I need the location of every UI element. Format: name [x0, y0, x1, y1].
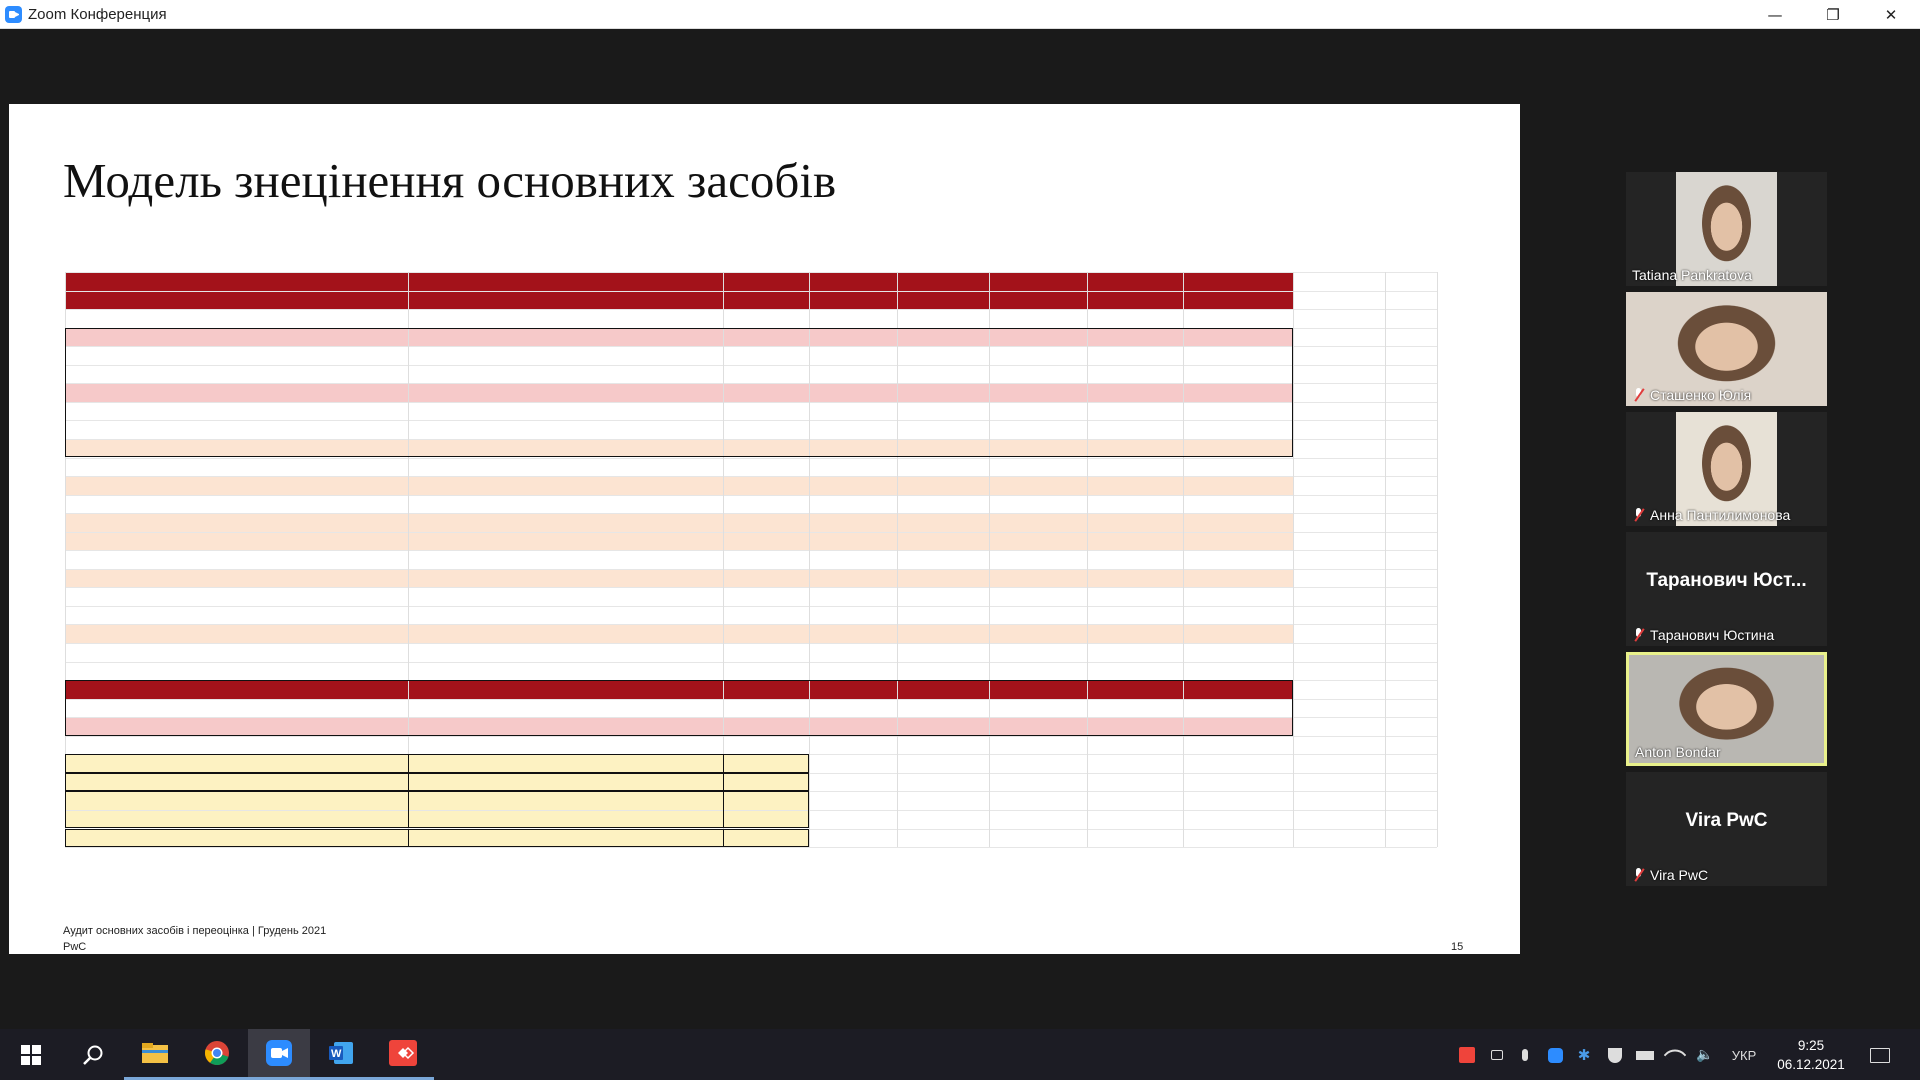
terminal-value-label — [1385, 717, 1437, 735]
restore-button[interactable]: ❐ — [1826, 5, 1840, 24]
zoom-taskbar-button[interactable] — [248, 1029, 310, 1080]
participant-name-label — [1632, 627, 1774, 643]
row-value — [897, 532, 989, 550]
row-value — [989, 513, 1087, 531]
file-explorer-icon — [141, 1042, 169, 1064]
file-explorer-button[interactable] — [124, 1029, 186, 1080]
muted-microphone-icon — [1632, 508, 1645, 522]
row-value — [1087, 346, 1183, 364]
row-label-ua — [65, 513, 408, 531]
row-label-en — [408, 383, 723, 401]
table-header-cell — [809, 272, 897, 290]
volume-tray-icon[interactable]: 🔈 — [1696, 1047, 1714, 1063]
window-title: Zoom Конференция — [28, 5, 167, 23]
row-value — [897, 383, 989, 401]
anydesk-button[interactable] — [372, 1029, 434, 1080]
shared-slide — [9, 104, 1520, 954]
row-value — [809, 365, 897, 383]
row-value — [989, 680, 1087, 698]
row-value — [1183, 680, 1293, 698]
battery-tray-icon[interactable] — [1634, 1044, 1656, 1066]
row-value — [989, 569, 1087, 587]
summary-value — [723, 754, 809, 772]
row-value — [897, 699, 989, 717]
participant-name: Anton Bondar — [1635, 744, 1721, 760]
row-label-en — [408, 624, 723, 642]
participant-display-name: Таранович Юст... — [1646, 570, 1807, 591]
participant-name-label — [1632, 867, 1708, 883]
table-header-cell — [408, 291, 723, 309]
word-icon — [328, 1040, 354, 1066]
row-value — [723, 680, 809, 698]
grid-line — [65, 662, 1437, 663]
impairment-model-table — [65, 272, 1437, 872]
row-value — [809, 699, 897, 717]
row-label-ua — [65, 346, 408, 364]
table-header-cell — [989, 272, 1087, 290]
zoom-logo-icon — [5, 6, 22, 23]
row-label-en — [408, 587, 723, 605]
participant-tile[interactable] — [1626, 412, 1827, 526]
camera-tray-icon[interactable] — [1486, 1044, 1508, 1066]
grid-line — [1385, 272, 1386, 847]
taskbar-clock[interactable] — [1765, 1036, 1857, 1074]
row-value — [809, 532, 897, 550]
row-value — [809, 328, 897, 346]
muted-microphone-icon — [1632, 388, 1645, 402]
participant-name-label — [1632, 267, 1752, 283]
summary-value — [723, 773, 809, 791]
row-value — [1183, 383, 1293, 401]
row-value — [723, 402, 809, 420]
participants-gallery — [1626, 172, 1829, 912]
summary-label-en — [408, 754, 723, 772]
row-value — [1183, 346, 1293, 364]
row-value — [897, 439, 989, 457]
notifications-button[interactable] — [1868, 1044, 1892, 1066]
row-value — [723, 420, 809, 438]
row-value — [723, 699, 809, 717]
grid-line — [65, 736, 1437, 737]
chrome-icon — [204, 1040, 230, 1066]
table-header-cell — [809, 291, 897, 309]
summary-label-en — [408, 773, 723, 791]
row-label-ua — [65, 476, 408, 494]
summary-label-en — [408, 801, 723, 819]
row-value — [989, 587, 1087, 605]
row-value — [989, 643, 1087, 661]
row-value — [1087, 717, 1183, 735]
row-value — [1183, 328, 1293, 346]
row-value — [809, 476, 897, 494]
table-header-cell — [1087, 291, 1183, 309]
participant-tile[interactable] — [1626, 172, 1827, 286]
row-value — [1087, 476, 1183, 494]
chrome-button[interactable] — [186, 1029, 248, 1080]
summary-value — [723, 801, 809, 819]
search-icon — [82, 1044, 104, 1066]
row-value — [723, 365, 809, 383]
minimize-button[interactable]: — — [1767, 5, 1783, 24]
row-value — [989, 532, 1087, 550]
row-value — [1087, 569, 1183, 587]
row-value — [1183, 717, 1293, 735]
row-label-en — [408, 439, 723, 457]
row-value — [989, 383, 1087, 401]
grid-line — [65, 309, 1437, 310]
row-label-ua — [65, 365, 408, 383]
row-value — [897, 569, 989, 587]
row-value — [1183, 532, 1293, 550]
row-value — [897, 328, 989, 346]
row-label-ua — [65, 587, 408, 605]
start-icon — [21, 1045, 41, 1065]
row-value — [809, 383, 897, 401]
row-label-en — [408, 402, 723, 420]
wifi-tray-icon[interactable] — [1664, 1044, 1686, 1066]
participant-name: Vira PwC — [1650, 867, 1709, 883]
anydesk-icon — [389, 1040, 417, 1066]
terminal-value — [1293, 717, 1385, 735]
row-label-en — [408, 569, 723, 587]
row-label-ua — [65, 624, 408, 642]
row-value — [809, 420, 897, 438]
participant-name-label — [1632, 507, 1790, 523]
row-label-en — [408, 420, 723, 438]
grid-line — [65, 458, 1437, 459]
anydesk-tray-icon[interactable] — [1456, 1044, 1478, 1066]
clock-time: 9:25 — [1797, 1038, 1825, 1053]
row-value — [1087, 699, 1183, 717]
summary-value — [723, 829, 809, 847]
row-label-ua — [65, 680, 408, 698]
participant-name-label — [1632, 387, 1751, 403]
row-value — [1183, 365, 1293, 383]
table-header-cell — [989, 291, 1087, 309]
table-header-cell — [1183, 291, 1293, 309]
row-value — [809, 587, 897, 605]
row-value — [809, 569, 897, 587]
row-value — [723, 439, 809, 457]
row-value — [1087, 587, 1183, 605]
row-value — [897, 365, 989, 383]
muted-microphone-icon — [1632, 628, 1645, 642]
row-label-en — [408, 699, 723, 717]
row-value — [723, 383, 809, 401]
participant-display-name: Vira PwC — [1685, 810, 1768, 831]
row-label-ua — [65, 643, 408, 661]
row-label-en — [408, 513, 723, 531]
row-value — [1183, 569, 1293, 587]
grid-line — [65, 847, 1437, 848]
notifications-icon — [1870, 1048, 1890, 1063]
row-value — [809, 717, 897, 735]
row-label-ua — [65, 328, 408, 346]
row-label-ua — [65, 439, 408, 457]
row-value — [1183, 513, 1293, 531]
grid-line — [65, 550, 1437, 551]
windows-taskbar — [0, 1029, 1920, 1080]
row-label-en — [408, 328, 723, 346]
summary-label-ua — [65, 773, 408, 791]
participant-name: Сташенко Юлія — [1650, 387, 1752, 403]
row-value — [1183, 476, 1293, 494]
row-value — [1183, 624, 1293, 642]
zoom-icon — [266, 1040, 292, 1066]
participant-name: Анна Пантилимонова — [1650, 507, 1791, 523]
slide-number: 15 — [1451, 941, 1464, 953]
microphone-tray-icon[interactable] — [1514, 1044, 1536, 1066]
search-button[interactable] — [62, 1029, 124, 1080]
row-value — [989, 365, 1087, 383]
start-button[interactable] — [0, 1029, 62, 1080]
row-label-en — [408, 532, 723, 550]
row-value — [723, 569, 809, 587]
row-label-en — [408, 717, 723, 735]
row-value — [1087, 420, 1183, 438]
slide-footer: Аудит основних засобів і переоцінка | Грудень 2021 — [63, 925, 327, 937]
table-header-cell — [897, 272, 989, 290]
row-value — [723, 587, 809, 605]
participant-tile[interactable] — [1626, 292, 1827, 406]
row-value — [1087, 328, 1183, 346]
meeting-area — [0, 29, 1920, 1029]
row-value — [897, 643, 989, 661]
row-value — [989, 328, 1087, 346]
row-label-en — [408, 346, 723, 364]
row-value — [897, 476, 989, 494]
row-value — [723, 476, 809, 494]
row-value — [1087, 680, 1183, 698]
row-value — [989, 624, 1087, 642]
window-titlebar — [0, 0, 1920, 29]
row-value — [809, 624, 897, 642]
row-value — [809, 513, 897, 531]
row-label-ua — [65, 420, 408, 438]
headroom-percent — [809, 829, 897, 847]
row-label-ua — [65, 569, 408, 587]
language-indicator[interactable]: УКР — [1731, 1047, 1757, 1063]
row-label-ua — [65, 383, 408, 401]
row-value — [897, 513, 989, 531]
summary-label-ua — [65, 810, 408, 828]
table-header-cell — [65, 291, 408, 309]
row-value — [809, 346, 897, 364]
row-value — [809, 439, 897, 457]
row-value — [1183, 420, 1293, 438]
row-value — [989, 476, 1087, 494]
row-label-en — [408, 365, 723, 383]
row-value — [1087, 439, 1183, 457]
row-value — [1183, 587, 1293, 605]
row-value — [723, 532, 809, 550]
row-value — [897, 420, 989, 438]
participant-tile[interactable] — [1626, 532, 1827, 646]
zoom-tray-icon[interactable] — [1544, 1044, 1566, 1066]
row-value — [723, 513, 809, 531]
grid-line — [65, 495, 1437, 496]
table-header-cell — [723, 291, 809, 309]
row-value — [1087, 402, 1183, 420]
security-tray-icon[interactable] — [1604, 1044, 1626, 1066]
row-value — [989, 717, 1087, 735]
row-label-ua — [65, 699, 408, 717]
muted-microphone-icon — [1632, 868, 1645, 882]
row-value — [723, 624, 809, 642]
row-value — [989, 699, 1087, 717]
row-value — [1087, 643, 1183, 661]
participant-tile[interactable] — [1626, 772, 1827, 886]
row-value — [1183, 402, 1293, 420]
row-label-ua — [65, 532, 408, 550]
close-button[interactable]: ✕ — [1884, 5, 1898, 24]
participant-name: Tatiana Pankratova — [1632, 267, 1752, 283]
summary-label-en — [408, 829, 723, 847]
table-header-cell — [1183, 272, 1293, 290]
participant-name: Таранович Юстина — [1650, 627, 1775, 643]
row-label-ua — [65, 717, 408, 735]
row-value — [1087, 383, 1183, 401]
row-value — [1087, 532, 1183, 550]
row-label-en — [408, 680, 723, 698]
row-value — [1087, 365, 1183, 383]
summary-label-ua — [65, 754, 408, 772]
row-value — [897, 402, 989, 420]
row-value — [809, 402, 897, 420]
table-header-cell — [408, 272, 723, 290]
svg-text:W: W — [331, 1048, 342, 1060]
row-value — [723, 643, 809, 661]
table-header-cell — [723, 272, 809, 290]
row-value — [723, 346, 809, 364]
row-label-ua — [65, 402, 408, 420]
bluetooth-tray-icon[interactable]: ✱ — [1577, 1046, 1591, 1064]
table-header-cell — [897, 291, 989, 309]
row-value — [989, 402, 1087, 420]
grid-line — [1437, 272, 1438, 847]
row-label-en — [408, 476, 723, 494]
row-label-en — [408, 643, 723, 661]
row-value — [809, 680, 897, 698]
row-value — [989, 439, 1087, 457]
row-value — [1183, 439, 1293, 457]
row-value — [809, 643, 897, 661]
table-header-cell — [65, 272, 408, 290]
row-value — [897, 587, 989, 605]
word-button[interactable] — [310, 1029, 372, 1080]
grid-line — [65, 606, 1437, 607]
row-value — [897, 680, 989, 698]
row-value — [723, 328, 809, 346]
slide-footer-company: PwC — [63, 941, 87, 953]
row-value — [723, 717, 809, 735]
summary-label-ua — [65, 791, 408, 809]
row-value — [1087, 513, 1183, 531]
grid-line — [1293, 272, 1294, 847]
clock-date: 06.12.2021 — [1777, 1057, 1845, 1072]
summary-label-ua — [65, 829, 408, 847]
slide-title: Модель знецінення основних засобів — [63, 153, 837, 208]
participant-name-label — [1635, 744, 1721, 760]
row-value — [1183, 699, 1293, 717]
row-value — [897, 346, 989, 364]
row-value — [1183, 643, 1293, 661]
row-value — [897, 717, 989, 735]
participant-tile[interactable] — [1626, 652, 1827, 766]
row-value — [1087, 624, 1183, 642]
row-value — [989, 346, 1087, 364]
table-header-cell — [1087, 272, 1183, 290]
row-value — [897, 624, 989, 642]
row-value — [989, 420, 1087, 438]
